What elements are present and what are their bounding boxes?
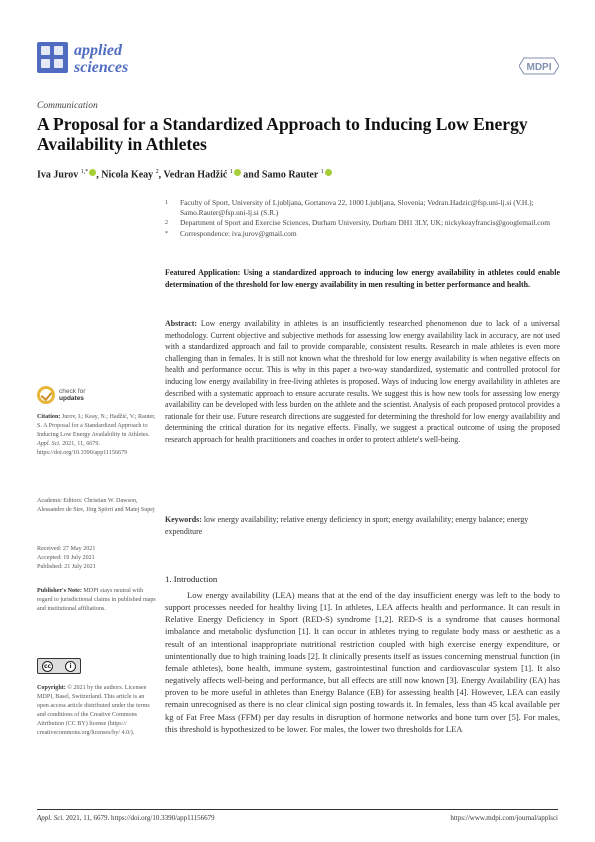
check-for-updates-button[interactable]: check for updates bbox=[37, 386, 107, 406]
citation: Citation: Jurov, I.; Keay, N.; Hadžić, V.; Rauter, S. A Proposal for a Standardized Approach to Inducing Low Energy Availability in Athletes. Appl. Sci. 2021, 11, 6679. https://doi.org/10.3390/app11156679 bbox=[37, 414, 156, 457]
introduction-paragraph: Low energy availability (LEA) means that at the end of the day insufficient energy was left to the body to support processes needed for healthy living [1]. In athletes, LEA affects health and performance. It can result in Relative Energy Deficiency in Sport (RED-S) syndrome [1,2]. RED-S is a syndrome that causes hormonal imbalance and metabolic dysfunction [1]. It can occur in athletes trying to regulate body mass or aesthetic as a result of an intentional inappropriate nutritional restriction coupled with high exercise energy expenditure, or unintentionally due to high training loads [2]. It clinically presents itself as issues concerning menstrual function (in female athletes), bone health, immune system, gastrointestinal function and cardiovascular system [1]. It also negatively affects well-being and performance, but all effects are still now known [3]. Energy Availability (EA) has proven to be more useful in athletes than Energy Balance (EB) for assessing health [4]. However, LEA can easily remain unrecognised as there is no clear clinical sign posting towards it. In females, less than 45 kcal available per kg of Fat Free Mass (FFM) per day results in disruption of hormone networks and bone turn over [5]. For males, this threshold is hypothesized to be lower. For males, the lower two thresholds for LEA bbox=[165, 590, 560, 734]
author-name: Vedran Hadžić bbox=[163, 169, 228, 181]
keywords: Keywords: low energy availability; relative energy deficiency in sport; energy availability; energy balance; energy expenditure bbox=[165, 515, 529, 536]
article-type: Communication bbox=[37, 101, 98, 111]
svg-text:MDPI: MDPI bbox=[526, 62, 552, 73]
copyright: Copyright: © 2021 by the authors. Licensee MDPI, Basel, Switzerland. This article is an open access article distributed under the terms and conditions of the Creative Commons Attribution (CC BY) license (https:// creativecommons.org/licenses/by/ 4.0/). bbox=[37, 685, 150, 737]
check-icon bbox=[37, 386, 55, 404]
orcid-icon[interactable] bbox=[325, 169, 332, 176]
mdpi-logo-icon bbox=[519, 56, 559, 76]
author-name: Samo Rauter bbox=[261, 169, 319, 181]
affiliation-item: 1 Faculty of Sport, University of Ljubljana, Gortanova 22, 1000 Ljubljana, Slovenia; Vedran.Hadzic@fsp.uni-lj.si (V.H.); Samo.Rauter@fsp.uni-lj.si (S.R.) bbox=[165, 198, 534, 218]
abstract: Abstract: Low energy availability in athletes is an insufficiently researched phenomenon due to lack of a universal methodology. Current objective and subjective methods for assessing low energy availability lack in accuracy, are not used with a standardized approach and fail to provide comparable, consistent results. Research in male athletes is even more challenging than in females. It is still not known what the threshold for low energy availability is when negative effects on health and performance occur. This is why in this paper a two-way standardized, systematic and controlled protocol for inducing low energy availability in free-living athletes is proposed. Ways of inducing low energy availability in athletes are described with a systematic approach to ensure accurate results. We suggest this is how new tools for assessing low energy availability can be developed with less burden on the athlete and the scientist. Analysis of each proposed protocol provides a rationale for their use. Future research directions are suggested for determining the threshold for low energy availability and determining the critical duration for its negative effects. Finally, we suggest a practical outcome of using the proposed research approach for health practitioners and coaches in order to protect athlete's well-being. bbox=[165, 319, 560, 444]
featured-application: Featured Application: Using a standardized approach to inducing low energy availability in athletes could enable determination of the threshold for low energy availability in men resulting in better performance and health. bbox=[165, 268, 560, 289]
journal-url-link[interactable]: https://www.mdpi.com/journal/applsci bbox=[450, 814, 558, 822]
affiliations bbox=[165, 198, 555, 239]
author-name: Iva Jurov bbox=[37, 169, 79, 181]
journal-name: applied sciences bbox=[74, 42, 129, 76]
section-heading: 1. Introduction bbox=[165, 574, 218, 584]
cc-by-license-icon[interactable]: cc i bbox=[37, 658, 81, 674]
orcid-icon[interactable] bbox=[89, 169, 96, 176]
article-title: A Proposal for a Standardized Approach to Inducing Low Energy Availability in Athletes bbox=[37, 114, 528, 154]
footer-citation: Appl. Sci. 2021, 11, 6679. https://doi.org/10.3390/app11156679 bbox=[37, 814, 215, 822]
orcid-icon[interactable] bbox=[234, 169, 241, 176]
publication-dates: Received: 27 May 2021 Accepted: 19 July 2021 Published: 21 July 2021 bbox=[37, 546, 96, 571]
affiliation-item: 2 Department of Sport and Exercise Sciences, Durham University, Durham DH1 3LY, UK; nickykeayfrancis@googlemail.com bbox=[165, 218, 550, 228]
correspondence: * Correspondence: iva.jurov@gmail.com bbox=[165, 228, 297, 238]
publisher-note: Publisher's Note: MDPI stays neutral with regard to jurisdictional claims in published maps and institutional affiliations. bbox=[37, 588, 156, 613]
academic-editors: Academic Editors: Christian W. Dawson, Alessandro de Sire, Jörg Spörri and Matej Supej bbox=[37, 498, 155, 514]
author-name: Nicola Keay bbox=[101, 169, 154, 181]
journal-logo-icon bbox=[37, 42, 68, 73]
footer-divider bbox=[37, 809, 558, 810]
author-list: Iva Jurov $^{1,*}$ , Nicola Keay $^2$, Vedran Hadžić $^1$ and Samo Rauter $^1$ bbox=[37, 169, 332, 180]
